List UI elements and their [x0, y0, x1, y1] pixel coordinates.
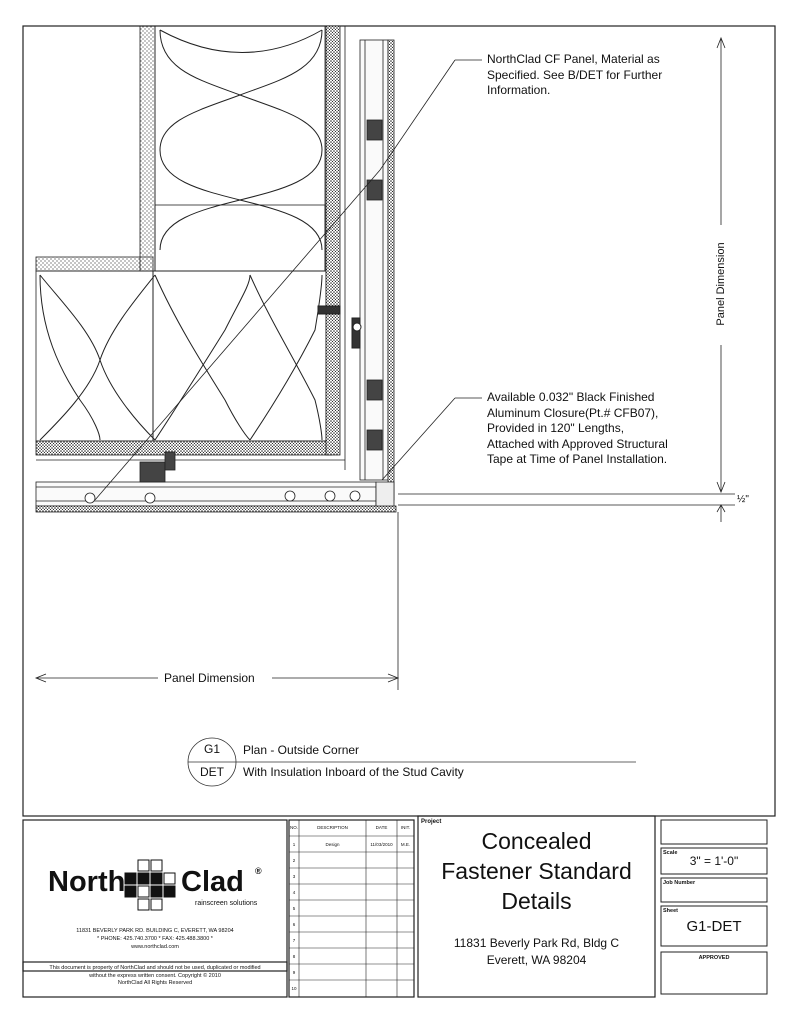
detail-number: G1	[203, 742, 220, 756]
closure-callout-line-1: Available 0.032" Black Finished	[487, 390, 655, 404]
closure-callout-line-4: Attached with Approved Structural	[487, 436, 668, 451]
rev-header-no: NO.	[289, 825, 298, 830]
logo-registered-mark: ®	[255, 866, 262, 876]
project-title	[418, 826, 655, 916]
rev-row-date: 11/03/2010	[370, 842, 393, 847]
closure-callout	[487, 390, 668, 468]
detail-subtitle: With Insulation Inboard of the Stud Cavity	[243, 765, 464, 779]
vertical-dimension-label: Panel Dimension	[715, 242, 727, 326]
insulation-bottom	[36, 271, 326, 441]
northclad-logo-grid-icon	[125, 860, 175, 910]
horizontal-rail	[36, 452, 396, 512]
detail-title: Plan - Outside Corner	[243, 743, 360, 757]
closure-callout-line-3: Provided in 120" Lengths,	[487, 421, 625, 435]
panel-callout-line-2: Specified. See B/DET for Further	[487, 67, 663, 82]
sheet-value: G1-DET	[686, 918, 742, 935]
closure-callout-line-2: Aluminum Closure(Pt.# CFB07),	[487, 405, 659, 420]
project-address	[418, 935, 655, 969]
rev-row-no: 8	[292, 954, 296, 959]
sheathing-vertical	[326, 26, 340, 455]
project-address-line-2: Everett, WA 98204	[486, 953, 587, 967]
horizontal-dimension-label: Panel Dimension	[164, 671, 255, 685]
sheathing-bottom	[36, 441, 332, 455]
insulation-loops-top	[160, 30, 322, 250]
insulation-loops-bottom	[40, 275, 322, 440]
vertical-rail	[360, 40, 394, 500]
insulation-top	[155, 26, 325, 271]
gap-dimension-label: ½"	[737, 494, 749, 505]
panel-callout	[487, 52, 662, 99]
rev-header-description: DESCRIPTION	[317, 825, 348, 830]
sheet-label: Sheet	[663, 908, 678, 914]
rev-row-no: 4	[292, 890, 296, 895]
gypsum-board-vertical	[140, 26, 155, 271]
panel-callout-line-1: NorthClad CF Panel, Material as	[487, 52, 660, 66]
disclaimer-line-3: NorthClad All Rights Reserved	[117, 980, 193, 986]
logo-tagline: rainscreen solutions	[195, 900, 258, 907]
horizontal-dimension	[36, 512, 398, 690]
company-phone: * PHONE: 425.740.3700 * FAX: 425.488.3800 *	[97, 936, 213, 942]
rev-row-no: 3	[292, 874, 296, 879]
company-website: www.northclad.com	[131, 944, 179, 950]
approved-label: APPROVED	[698, 955, 730, 961]
rev-row-no: 5	[292, 906, 296, 911]
rev-header-init: INIT.	[400, 825, 411, 830]
disclaimer	[23, 965, 287, 988]
disclaimer-line-2: without the express written consent. Copyright © 2010	[89, 972, 221, 979]
project-label: Project	[421, 819, 442, 825]
scale-value: 3" = 1'-0"	[689, 854, 739, 868]
project-title-line-1: Concealed	[481, 828, 592, 854]
rev-row-no: 10	[291, 986, 297, 991]
project-title-line-3: Details	[501, 888, 572, 914]
closure-callout-line-5: Tape at Time of Panel Installation.	[487, 452, 668, 466]
rev-header-date: DATE	[375, 825, 388, 830]
rev-row-no: 6	[292, 922, 296, 927]
company-address: 11831 BEVERLY PARK RD. BUILDING C, EVERETT, WA 98204	[76, 928, 234, 934]
detail-sheet: DET	[200, 765, 224, 779]
project-address-line-1: 11831 Beverly Park Rd, Bldg C	[453, 936, 620, 950]
project-title-line-2: Fastener Standard	[441, 858, 632, 884]
rev-row-description: Design	[325, 842, 340, 847]
rev-row-init: M.E.	[400, 842, 411, 847]
rev-row-no: 9	[292, 970, 296, 975]
rev-row-no: 1	[292, 842, 296, 847]
scale-label: Scale	[663, 850, 678, 856]
logo-word-clad: Clad	[181, 866, 244, 898]
disclaimer-line-1: This document is property of NorthClad and should not be used, duplicated or modified	[49, 965, 261, 971]
gypsum-board-horizontal	[36, 257, 153, 271]
job-number-label: Job Number	[663, 880, 696, 886]
rev-row-no: 2	[292, 858, 296, 863]
rev-row-no: 7	[292, 938, 296, 943]
panel-callout-line-3: Information.	[487, 83, 551, 97]
logo-word-north: North	[48, 866, 126, 898]
